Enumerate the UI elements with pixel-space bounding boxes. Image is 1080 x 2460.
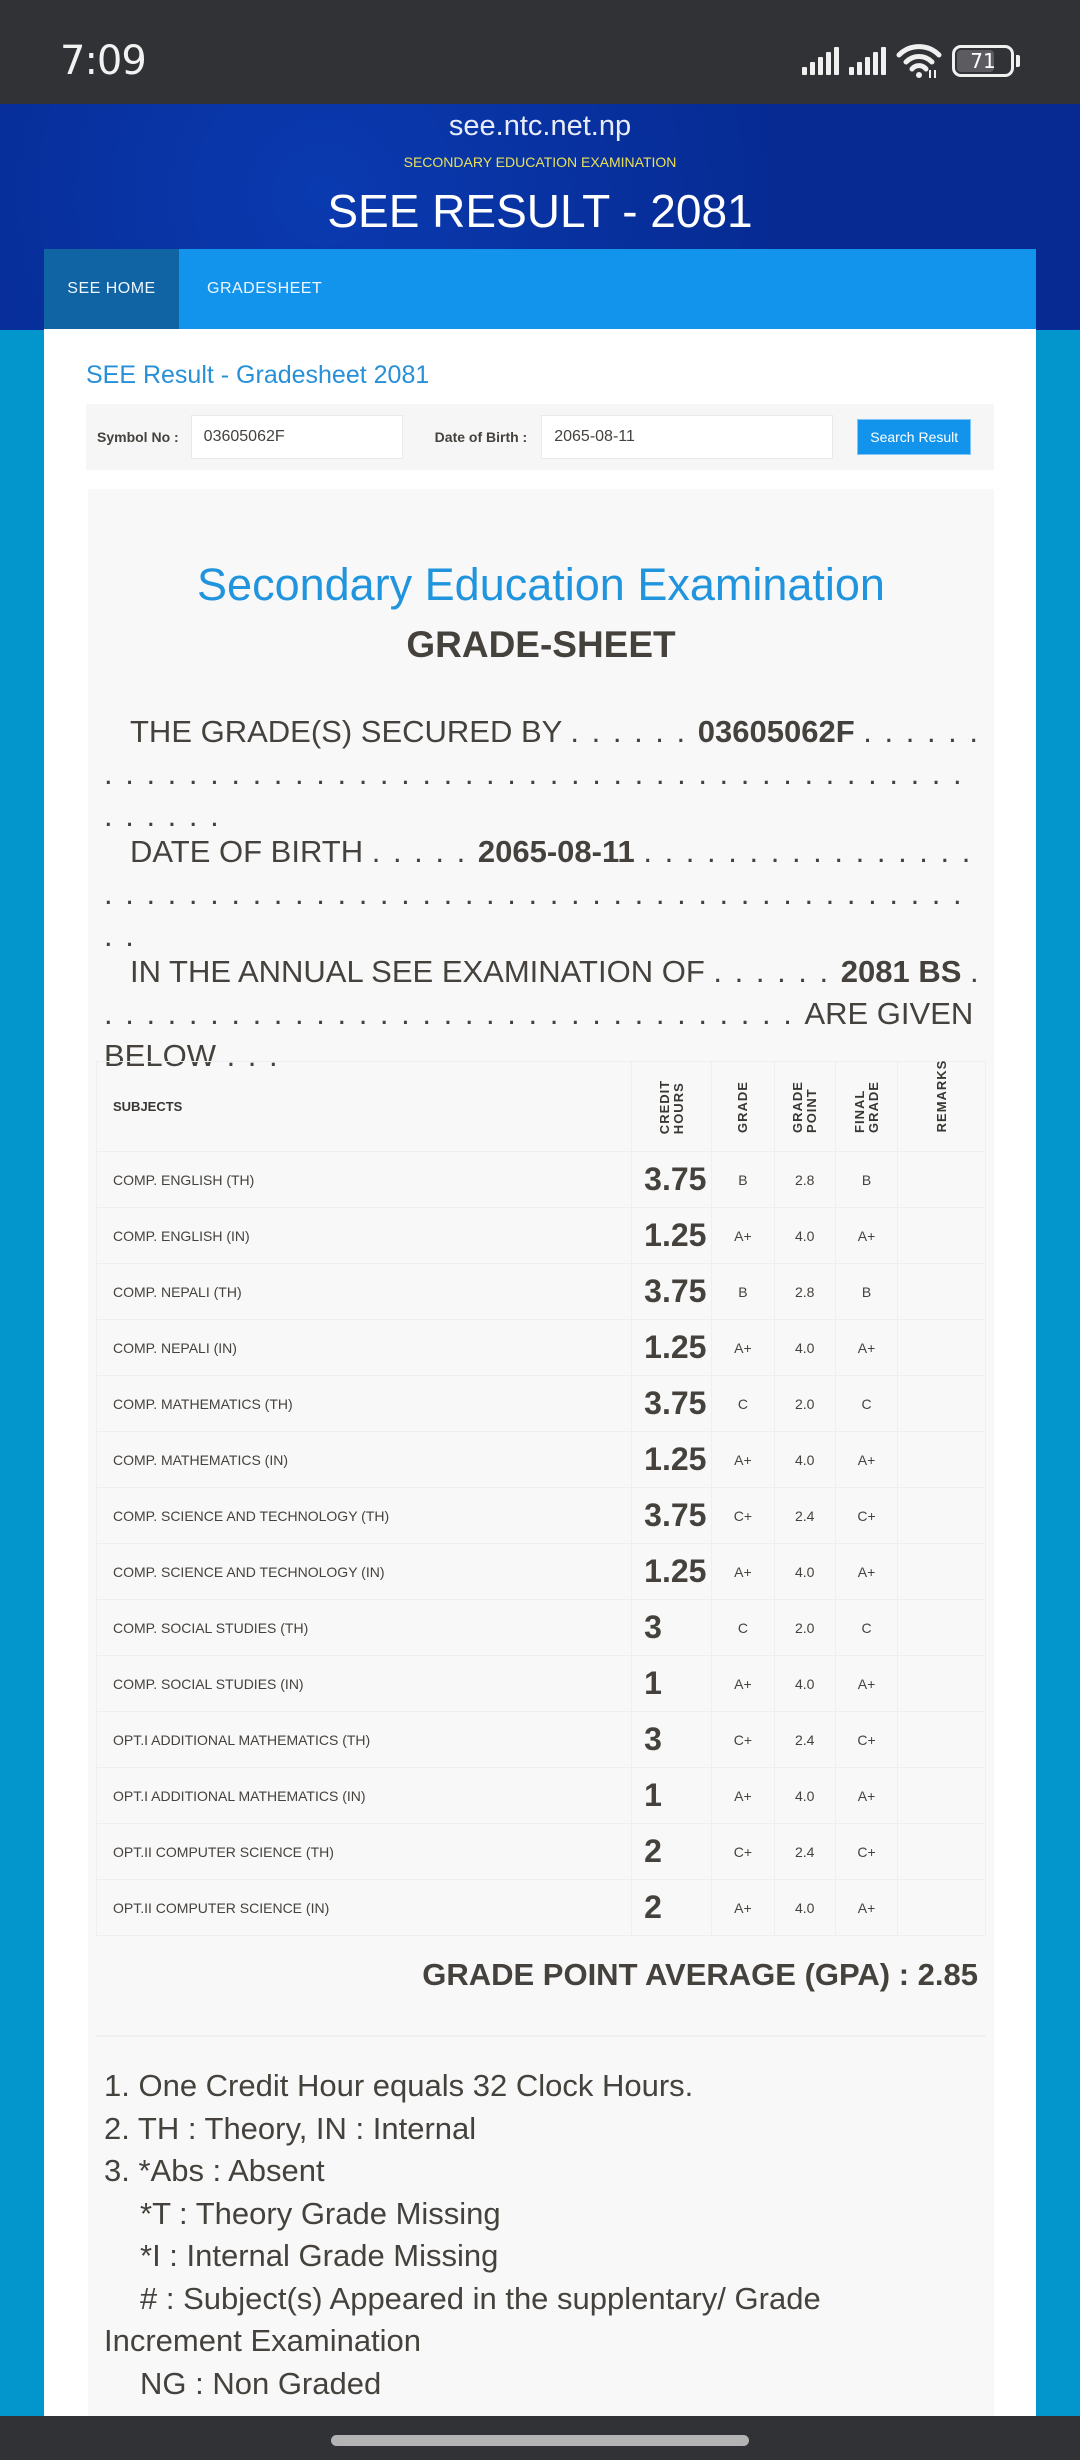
- final-grade-cell: B: [835, 1152, 898, 1208]
- content-card: [44, 329, 1036, 2419]
- table-header-row: [97, 1062, 986, 1152]
- remarks-cell: [898, 1656, 986, 1712]
- table-row: [97, 1264, 986, 1320]
- grade-cell: A+: [712, 1320, 775, 1376]
- table-row: [97, 1768, 986, 1824]
- status-bar: [0, 0, 1080, 104]
- remarks-cell: [898, 1488, 986, 1544]
- note-line: 1. One Credit Hour equals 32 Clock Hours.: [104, 2068, 694, 2103]
- remarks-cell: [898, 1768, 986, 1824]
- table-row: [97, 1208, 986, 1264]
- grade-cell: A+: [712, 1880, 775, 1936]
- note-line: Increment Examination: [104, 2323, 422, 2358]
- table-row: [97, 1320, 986, 1376]
- grade-point-cell: 2.8: [774, 1152, 835, 1208]
- col-grade: GRADE: [712, 1062, 775, 1152]
- status-time: 7:09: [60, 38, 146, 84]
- subject-cell: COMP. SCIENCE AND TECHNOLOGY (TH): [97, 1488, 632, 1544]
- final-grade-cell: C+: [835, 1488, 898, 1544]
- credit-hours-cell: 3: [632, 1600, 712, 1656]
- credit-hours-cell: 1: [632, 1768, 712, 1824]
- statement-dob: DATE OF BIRTH . . . . . 2065-08-11 . . . . . . . . . . . . . . . . . . . . . . . . . . . . . . . . . . . . . . . . . . . . . . . . . . . . . . . . . . .: [104, 834, 973, 953]
- grade-point-cell: 4.0: [774, 1208, 835, 1264]
- grade-cell: C: [712, 1376, 775, 1432]
- table-row: [97, 1824, 986, 1880]
- subject-cell: OPT.II COMPUTER SCIENCE (IN): [97, 1880, 632, 1936]
- col-credit-hours: CREDIT HOURS: [632, 1062, 712, 1152]
- final-grade-cell: A+: [835, 1544, 898, 1600]
- table-row: [97, 1656, 986, 1712]
- home-indicator[interactable]: [331, 2435, 749, 2446]
- credit-hours-cell: 3.75: [632, 1376, 712, 1432]
- site-domain: see.ntc.net.np: [448, 110, 632, 142]
- credit-hours-cell: 1.25: [632, 1208, 712, 1264]
- final-grade-cell: A+: [835, 1432, 898, 1488]
- col-final-grade: FINAL GRADE: [835, 1062, 898, 1152]
- navbar: [44, 249, 1036, 329]
- grade-cell: C+: [712, 1712, 775, 1768]
- col-grade-point: GRADE POINT: [774, 1062, 835, 1152]
- table-row: [97, 1376, 986, 1432]
- note-line: NG : Non Graded: [140, 2365, 382, 2401]
- grade-point-cell: 4.0: [774, 1432, 835, 1488]
- subject-cell: OPT.II COMPUTER SCIENCE (TH): [97, 1824, 632, 1880]
- remarks-cell: [898, 1600, 986, 1656]
- remarks-cell: [898, 1824, 986, 1880]
- grade-point-cell: 4.0: [774, 1544, 835, 1600]
- gradesheet: [88, 489, 994, 2419]
- grade-point-cell: 2.4: [774, 1488, 835, 1544]
- grade-table-body: [97, 1152, 986, 1936]
- dob-label: Date of Birth :: [434, 429, 528, 445]
- remarks-cell: [898, 1544, 986, 1600]
- credit-hours-cell: 3.75: [632, 1488, 712, 1544]
- battery-icon: [952, 45, 1020, 77]
- note-line: *T : Theory Grade Missing: [140, 2195, 501, 2231]
- subject-cell: COMP. ENGLISH (TH): [97, 1152, 632, 1208]
- notes: [104, 2065, 984, 2405]
- subject-cell: OPT.I ADDITIONAL MATHEMATICS (TH): [97, 1712, 632, 1768]
- note-line: 2. TH : Theory, IN : Internal: [104, 2110, 477, 2146]
- dob-value: 2065-08-11: [477, 834, 635, 869]
- subject-cell: COMP. MATHEMATICS (IN): [97, 1432, 632, 1488]
- remarks-cell: [898, 1264, 986, 1320]
- table-row: [97, 1712, 986, 1768]
- divider: [96, 2035, 986, 2037]
- final-grade-cell: A+: [835, 1880, 898, 1936]
- remarks-cell: [898, 1712, 986, 1768]
- grade-cell: C+: [712, 1824, 775, 1880]
- subject-cell: COMP. SCIENCE AND TECHNOLOGY (IN): [97, 1544, 632, 1600]
- search-form: [86, 404, 994, 470]
- remarks-cell: [898, 1376, 986, 1432]
- table-row: [97, 1600, 986, 1656]
- remarks-cell: [898, 1880, 986, 1936]
- final-grade-cell: C+: [835, 1712, 898, 1768]
- subject-cell: COMP. SOCIAL STUDIES (TH): [97, 1600, 632, 1656]
- table-row: [97, 1880, 986, 1936]
- grade-point-cell: 4.0: [774, 1656, 835, 1712]
- grade-point-cell: 4.0: [774, 1768, 835, 1824]
- grade-cell: C: [712, 1600, 775, 1656]
- grade-point-cell: 2.0: [774, 1600, 835, 1656]
- subject-cell: COMP. NEPALI (TH): [97, 1264, 632, 1320]
- grade-point-cell: 2.4: [774, 1712, 835, 1768]
- grade-cell: A+: [712, 1432, 775, 1488]
- credit-hours-cell: 1.25: [632, 1544, 712, 1600]
- final-grade-cell: A+: [835, 1768, 898, 1824]
- final-grade-cell: C+: [835, 1824, 898, 1880]
- signal-icon: [802, 47, 839, 75]
- grade-point-cell: 4.0: [774, 1880, 835, 1936]
- symbol-input[interactable]: [191, 415, 403, 459]
- final-grade-cell: A+: [835, 1208, 898, 1264]
- table-row: [97, 1152, 986, 1208]
- subject-cell: OPT.I ADDITIONAL MATHEMATICS (IN): [97, 1768, 632, 1824]
- grade-table: [96, 1061, 986, 1936]
- remarks-cell: [898, 1152, 986, 1208]
- site-title: SEE RESULT - 2081: [327, 185, 753, 237]
- col-remarks: REMARKS: [898, 1062, 986, 1152]
- credit-hours-cell: 3.75: [632, 1264, 712, 1320]
- credit-hours-cell: 3.75: [632, 1152, 712, 1208]
- note-line: *I : Internal Grade Missing: [140, 2238, 499, 2273]
- final-grade-cell: A+: [835, 1656, 898, 1712]
- search-result-button[interactable]: Search Result: [857, 419, 971, 455]
- battery-level: 71: [970, 49, 996, 73]
- grade-cell: A+: [712, 1208, 775, 1264]
- remarks-cell: [898, 1320, 986, 1376]
- grade-cell: A+: [712, 1656, 775, 1712]
- symbol-label: Symbol No :: [97, 429, 179, 445]
- credit-hours-cell: 2: [632, 1880, 712, 1936]
- symbol-value: 03605062F: [697, 714, 855, 749]
- table-row: [97, 1544, 986, 1600]
- wifi-icon: [896, 44, 942, 78]
- system-nav-bar: [0, 2416, 1080, 2460]
- subject-cell: COMP. ENGLISH (IN): [97, 1208, 632, 1264]
- grade-point-cell: 2.0: [774, 1376, 835, 1432]
- gpa: GRADE POINT AVERAGE (GPA) : 2.85: [422, 1957, 978, 1992]
- site-subtitle: SECONDARY EDUCATION EXAMINATION: [403, 154, 677, 170]
- sheet-subtitle: GRADE-SHEET: [406, 624, 676, 665]
- status-icons: [802, 44, 1020, 78]
- page-heading: SEE Result - Gradesheet 2081: [86, 361, 430, 389]
- table-row: [97, 1432, 986, 1488]
- grade-cell: B: [712, 1264, 775, 1320]
- col-subjects: SUBJECTS: [97, 1062, 632, 1152]
- statement-exam: IN THE ANNUAL SEE EXAMINATION OF . . . . . . 2081 BS . . . . . . . . . . . . . . . . . . . . . . . . . . . . . . . . . . ARE GIVEN BELOW . . .: [104, 954, 981, 1073]
- credit-hours-cell: 3: [632, 1712, 712, 1768]
- grade-cell: B: [712, 1152, 775, 1208]
- note-line: 3. *Abs : Absent: [104, 2153, 325, 2188]
- grade-point-cell: 2.4: [774, 1824, 835, 1880]
- subject-cell: COMP. SOCIAL STUDIES (IN): [97, 1656, 632, 1712]
- credit-hours-cell: 1.25: [632, 1432, 712, 1488]
- sheet-title: Secondary Education Examination: [197, 559, 885, 610]
- subject-cell: COMP. NEPALI (IN): [97, 1320, 632, 1376]
- final-grade-cell: C: [835, 1600, 898, 1656]
- note-line: # : Subject(s) Appeared in the supplentary/ Grade: [140, 2280, 821, 2316]
- grade-cell: A+: [712, 1768, 775, 1824]
- statement-symbol: THE GRADE(S) SECURED BY . . . . . . 03605062F . . . . . . . . . . . . . . . . . . . . . . . . . . . . . . . . . . . . . . . . . . . . . . . . . . . . .: [104, 714, 981, 833]
- remarks-cell: [898, 1208, 986, 1264]
- signal-icon: [849, 47, 886, 75]
- final-grade-cell: A+: [835, 1320, 898, 1376]
- grade-point-cell: 2.8: [774, 1264, 835, 1320]
- grade-cell: A+: [712, 1544, 775, 1600]
- remarks-cell: [898, 1432, 986, 1488]
- final-grade-cell: C: [835, 1376, 898, 1432]
- exam-year: 2081 BS: [840, 954, 962, 989]
- nav-see-home[interactable]: SEE HOME: [44, 249, 179, 329]
- table-row: [97, 1488, 986, 1544]
- final-grade-cell: B: [835, 1264, 898, 1320]
- credit-hours-cell: 1.25: [632, 1320, 712, 1376]
- grade-point-cell: 4.0: [774, 1320, 835, 1376]
- dob-input[interactable]: [541, 415, 833, 459]
- grade-cell: C+: [712, 1488, 775, 1544]
- credit-hours-cell: 1: [632, 1656, 712, 1712]
- subject-cell: COMP. MATHEMATICS (TH): [97, 1376, 632, 1432]
- nav-gradesheet[interactable]: GRADESHEET: [207, 280, 323, 297]
- credit-hours-cell: 2: [632, 1824, 712, 1880]
